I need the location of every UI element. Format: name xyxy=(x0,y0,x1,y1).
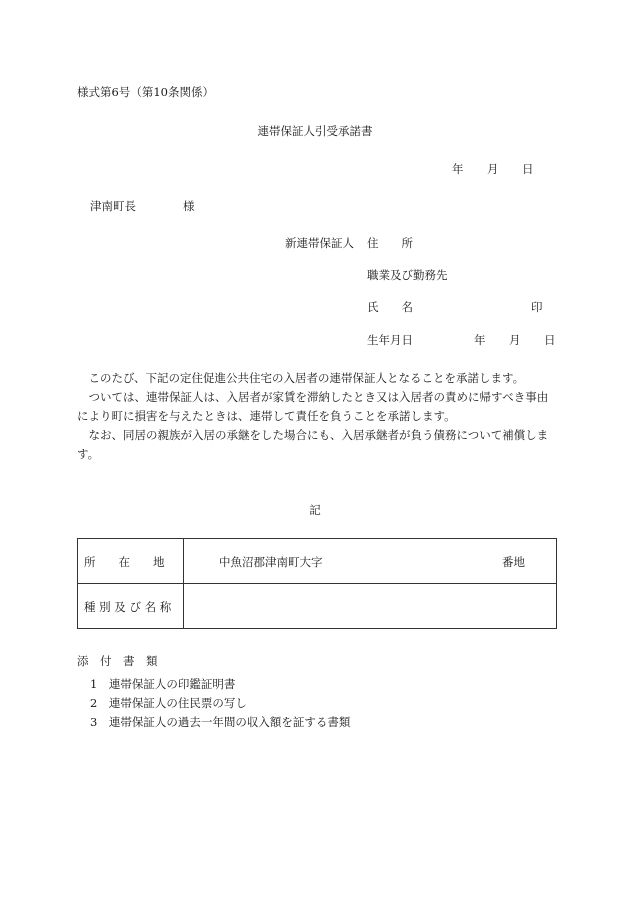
location-value-cell xyxy=(184,539,557,584)
table-row xyxy=(78,584,557,629)
guarantor-heading: 新連帯保証人 xyxy=(285,236,354,250)
location-label-cell xyxy=(78,539,184,584)
date-day: 日 xyxy=(522,162,534,176)
body-paragraph-2: ついては、連帯保証人は、入居者が家賃を滞納したとき又は入居者の責めに帰すべき事由により町に損害を与えたときは、連帯して責任を負うことを承諾します。 xyxy=(77,390,549,423)
location-suffix: 番地 xyxy=(502,555,525,569)
body-paragraph-1: このたび、下記の定住促進公共住宅の入居者の連帯保証人となることを承諾します。 xyxy=(88,371,525,385)
date-month: 月 xyxy=(487,162,499,176)
seal-mark: 印 xyxy=(531,300,543,314)
attachment-item: 2 連帯保証人の住民票の写し xyxy=(90,696,247,710)
body-paragraph-3: なお、同居の親族が入居の承継をした場合にも、入居承継者が負う債務について補償します。 xyxy=(77,428,549,461)
ki-heading: 記 xyxy=(309,503,321,517)
property-table xyxy=(77,538,557,629)
table-row xyxy=(78,539,557,584)
address-label: 住 所 xyxy=(367,236,413,250)
birth-year: 年 xyxy=(474,333,486,347)
type-label: 種 別 及 び 名 称 xyxy=(84,600,172,614)
attachments-heading: 添 付 書 類 xyxy=(77,654,158,668)
date-year: 年 xyxy=(452,162,464,176)
type-label-cell xyxy=(78,584,184,629)
addressee-name: 津南町長 xyxy=(90,199,136,213)
document-title: 連帯保証人引受承諾書 xyxy=(257,124,373,138)
attachment-item: 3 連帯保証人の過去一年間の収入額を証する書類 xyxy=(90,715,351,729)
birth-month: 月 xyxy=(509,333,521,347)
form-number-label: 様式第6号（第10条関係） xyxy=(77,85,214,99)
addressee-honorific: 様 xyxy=(183,199,195,213)
birthdate-label: 生年月日 xyxy=(367,333,413,347)
location-value: 中魚沼郡津南町大字 xyxy=(219,555,323,569)
occupation-label: 職業及び勤務先 xyxy=(367,268,448,282)
birth-day: 日 xyxy=(544,333,556,347)
type-value-cell xyxy=(184,584,557,629)
name-label: 氏 名 xyxy=(367,300,413,314)
location-label: 所 在 地 xyxy=(84,555,165,569)
attachment-item: 1 連帯保証人の印鑑証明書 xyxy=(90,677,236,691)
